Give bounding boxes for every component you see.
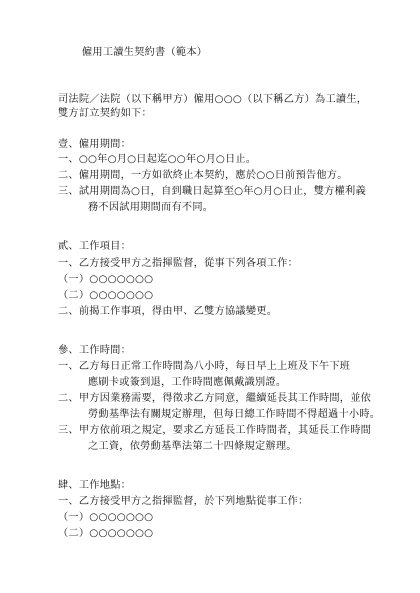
section-four-sub-1: （一）○○○○○○○: [58, 512, 154, 523]
section-two-heading: 貳、工作項目：: [58, 241, 132, 252]
intro-line-2: 雙方訂立契約如下：: [58, 108, 152, 119]
section-three-heading: 參、工作時間：: [58, 345, 132, 356]
section-four-item-1: 一、乙方接受甲方之指揮監督，於下列地點從事工作：: [58, 496, 309, 507]
intro-line-1: 司法院／法院（以下稱甲方）僱用○○○（以下稱乙方）為工讀生，: [58, 94, 368, 105]
section-three-item-2-line-1: 二、甲方因業務需要，得徵求乙方同意，繼續延長其工作時間，並依: [58, 393, 372, 404]
section-three-item-1-line-2: 應刷卡或簽到退，工作時間應佩戴識別證。: [88, 377, 287, 388]
section-three-item-3-line-1: 三、甲方依前項之規定，要求乙方延長工作時間者，其延長工作時間: [58, 425, 372, 436]
section-three-item-3-line-2: 之工資，依勞動基準法第二十四條規定辦理。: [88, 441, 297, 452]
section-two-sub-1: （一）○○○○○○○: [58, 274, 154, 285]
section-one-item-3-line-2: 務不因試用期間而有不同。: [88, 202, 214, 213]
section-two-item-2: 二、前揭工作事項，得由甲、乙雙方協議變更。: [58, 306, 278, 317]
document-title: 僱用工讀生契約書（範本）: [82, 47, 208, 58]
section-two-item-1: 一、乙方接受甲方之指揮監督，從事下列各項工作：: [58, 258, 299, 269]
section-four-sub-2: （二）○○○○○○○: [58, 528, 154, 539]
section-one-item-3-line-1: 三、試用期間為○日，自到職日起算至○年○月○日止，雙方權利義: [58, 186, 366, 197]
section-two-sub-2: （二）○○○○○○○: [58, 290, 154, 301]
section-three-item-2-line-2: 勞動基準法有關規定辦理，但每日總工作時間不得超過十小時。: [88, 409, 381, 420]
section-three-item-1-line-1: 一、乙方每日正常工作時間為八小時，每日早上上班及下午下班: [58, 361, 351, 372]
section-one-heading: 壹、僱用期間：: [58, 139, 132, 150]
section-one-item-2: 二、僱用期間，一方如欲終止本契約，應於○○日前預告他方。: [58, 170, 348, 181]
section-four-heading: 肆、工作地點：: [58, 480, 132, 491]
section-one-item-1: 一、○○年○月○日起迄○○年○月○日止。: [58, 154, 257, 165]
